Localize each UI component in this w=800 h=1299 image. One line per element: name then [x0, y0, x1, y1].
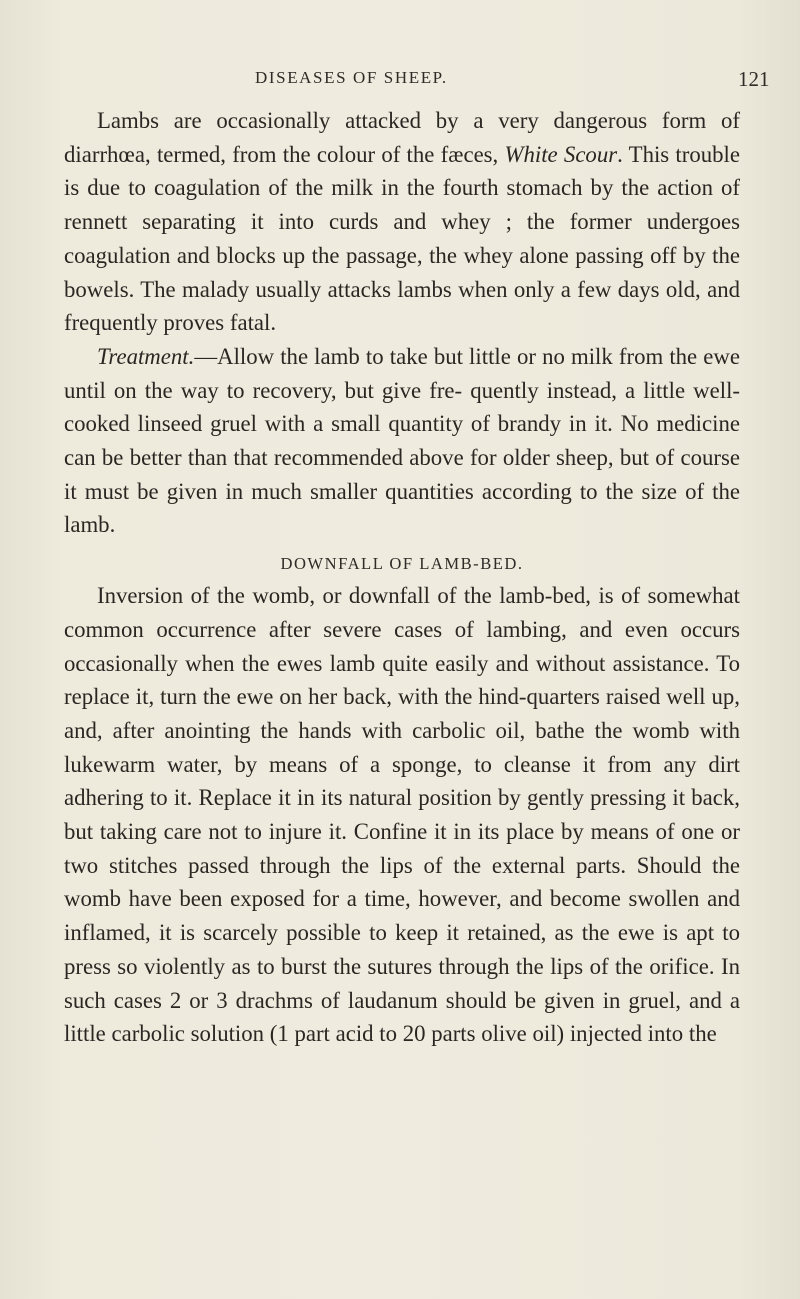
paragraph-downfall [64, 579, 740, 1051]
paragraph-treatment-text: —Allow the lamb to take but little or no milk from the ewe until on the way to recovery, but give fre- quently instead, a little well-cooked linseed gruel with a small quantity of brandy in it. No medicine can be better than that recommended above for older sheep, but of course it must be given in much smaller quantities according to the size of the lamb. [64, 343, 740, 538]
paragraph-treatment [64, 340, 740, 542]
paragraph-downfall-text: Inversion of the womb, or downfall of the lamb-bed, is of somewhat common occurrence after severe cases of lambing, and even occurs occasionally when the ewes lamb quite easily and without assistance. To replace it, turn the ewe on her back, with the hind-quarters raised well up, and, after anointing the hands with carbolic oil, bathe the womb with lukewarm water, by means of a sponge, to cleanse it from any dirt adhering to it. Replace it in its natural position by gently pressing it back, but taking care not to injure it. Confine it in its place by means of one or two stitches passed through the lips of the external parts. Should the womb have been exposed for a time, however, and become swollen and inflamed, it is scarcely possible to keep it retained, as the ewe is apt to press so violently as to burst the sutures through the lips of the orifice. In such cases 2 or 3 drachms of laudanum should be given in gruel, and a little carbolic solution (1 part acid to 20 parts olive oil) injected into the [64, 583, 740, 1047]
paragraph-white-scour-text-after: . This trouble is due to coagulation of the milk in the fourth stomach by the action of rennett separating it into curds and whey ; the former undergoes coagulation and blocks up the passage, the whey alone passing off by the bowels. The malady usually attacks lambs when only a few days old, and frequently proves fatal. [64, 141, 740, 336]
treatment-lead: Treatment. [97, 343, 195, 369]
page-number: 121 [738, 67, 770, 91]
page-body [64, 104, 740, 1051]
white-scour-term: White Scour [504, 141, 618, 167]
paragraph-white-scour-text-before: Lambs are occasionally attacked by a very dangerous form of diarrhœa, termed, from the colour of the fæces, [64, 108, 740, 167]
page-header [0, 68, 800, 98]
section-heading-downfall: DOWNFALL OF LAMB-BED. [280, 554, 524, 574]
paragraph-white-scour [64, 104, 740, 340]
running-head: DISEASES OF SHEEP. [255, 68, 448, 87]
